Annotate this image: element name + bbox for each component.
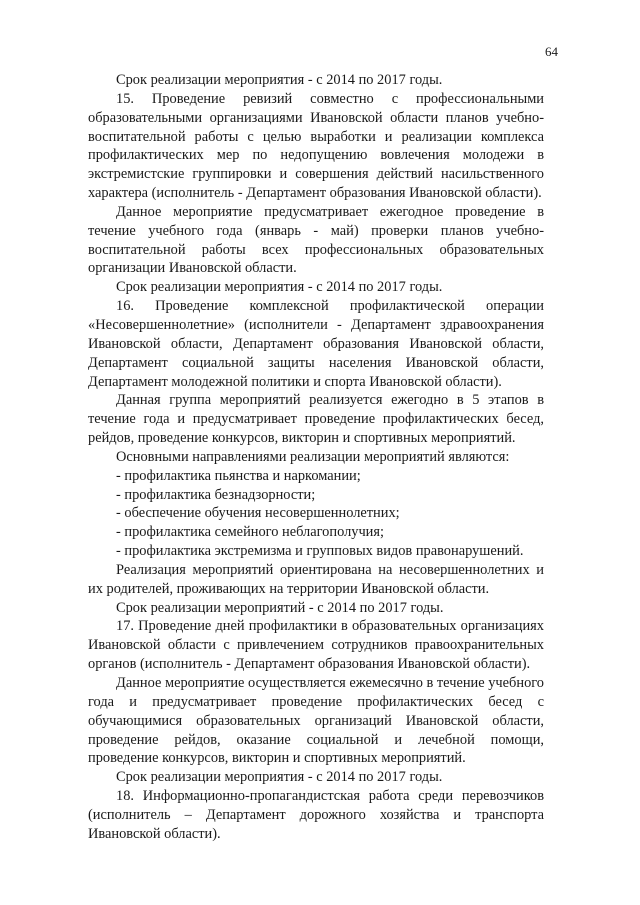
paragraph-item-18: 18. Информационно-пропагандистская работа среди перевозчиков (исполнитель – Департамент дорожного хозяйства и транспорта Ивановской области). xyxy=(88,788,544,842)
list-item: - профилактика безнадзорности; xyxy=(116,486,316,503)
paragraph-term-3: Срок реализации мероприятий - с 2014 по 2017 годы. xyxy=(116,599,444,616)
paragraph-item-15: 15. Проведение ревизий совместно с профессиональными образовательными организациями Ивановской области планов учебно-воспитательной работы с целью выработки и реализации комплекса профилактических мер по недопущению вовлечения молодежи в экстремистские группировки и совершения действий насильственного характера (исполнитель - Департамент образования Ивановской области). xyxy=(88,90,544,202)
paragraph-term-4: Срок реализации мероприятия - с 2014 по 2017 годы. xyxy=(116,769,443,786)
paragraph-term-1: Срок реализации мероприятия - с 2014 по 2017 годы. xyxy=(116,72,443,88)
document-body xyxy=(88,71,544,844)
list-item: - обеспечение обучения несовершеннолетних; xyxy=(116,505,400,522)
list-item: - профилактика экстремизма и групповых видов правонарушений. xyxy=(116,543,524,560)
paragraph-target-audience: Реализация мероприятий ориентирована на несовершеннолетних и их родителей, проживающих на территории Ивановской области. xyxy=(88,561,544,597)
paragraph-item-15-details: Данное мероприятие предусматривает ежегодное проведение в течение учебного года (январь - май) проверки планов учебно-воспитательной работы всех профессиональных образовательных организации Ивановской области. xyxy=(88,203,544,277)
paragraph-item-17-details: Данное мероприятие осуществляется ежемесячно в течение учебного года и предусматривает проведение профилактических бесед с обучающимися образовательных организаций Ивановской области, проведение рейдов, оказание социальной и лечебной помощи, проведение конкурсов, викторин и спортивных мероприятий. xyxy=(88,675,544,767)
paragraph-item-16-details: Данная группа мероприятий реализуется ежегодно в 5 этапов в течение года и предусматривает проведение профилактических бесед, рейдов, проведение конкурсов, викторин и спортивных мероприятий. xyxy=(88,392,544,447)
page-number: 64 xyxy=(545,44,558,59)
list-item: - профилактика пьянства и наркомании; xyxy=(116,467,361,484)
paragraph-term-2: Срок реализации мероприятия - с 2014 по 2017 годы. xyxy=(116,279,443,296)
paragraph-item-17: 17. Проведение дней профилактики в образовательных организациях Ивановской области с привлечением сотрудников правоохранительных органов (исполнитель - Департамент образования Ивановской области). xyxy=(88,618,544,673)
paragraph-directions-intro: Основными направлениями реализации мероприятий являются: xyxy=(116,448,510,465)
list-item: - профилактика семейного неблагополучия; xyxy=(116,524,385,541)
paragraph-item-16: 16. Проведение комплексной профилактической операции «Несовершеннолетние» (исполнители - Департамент здравоохранения Ивановской области, Департамент образования Ивановской области, Департамент социальной защиты населения Ивановской области, Департамент молодежной политики и спорта Ивановской области). xyxy=(88,298,544,390)
